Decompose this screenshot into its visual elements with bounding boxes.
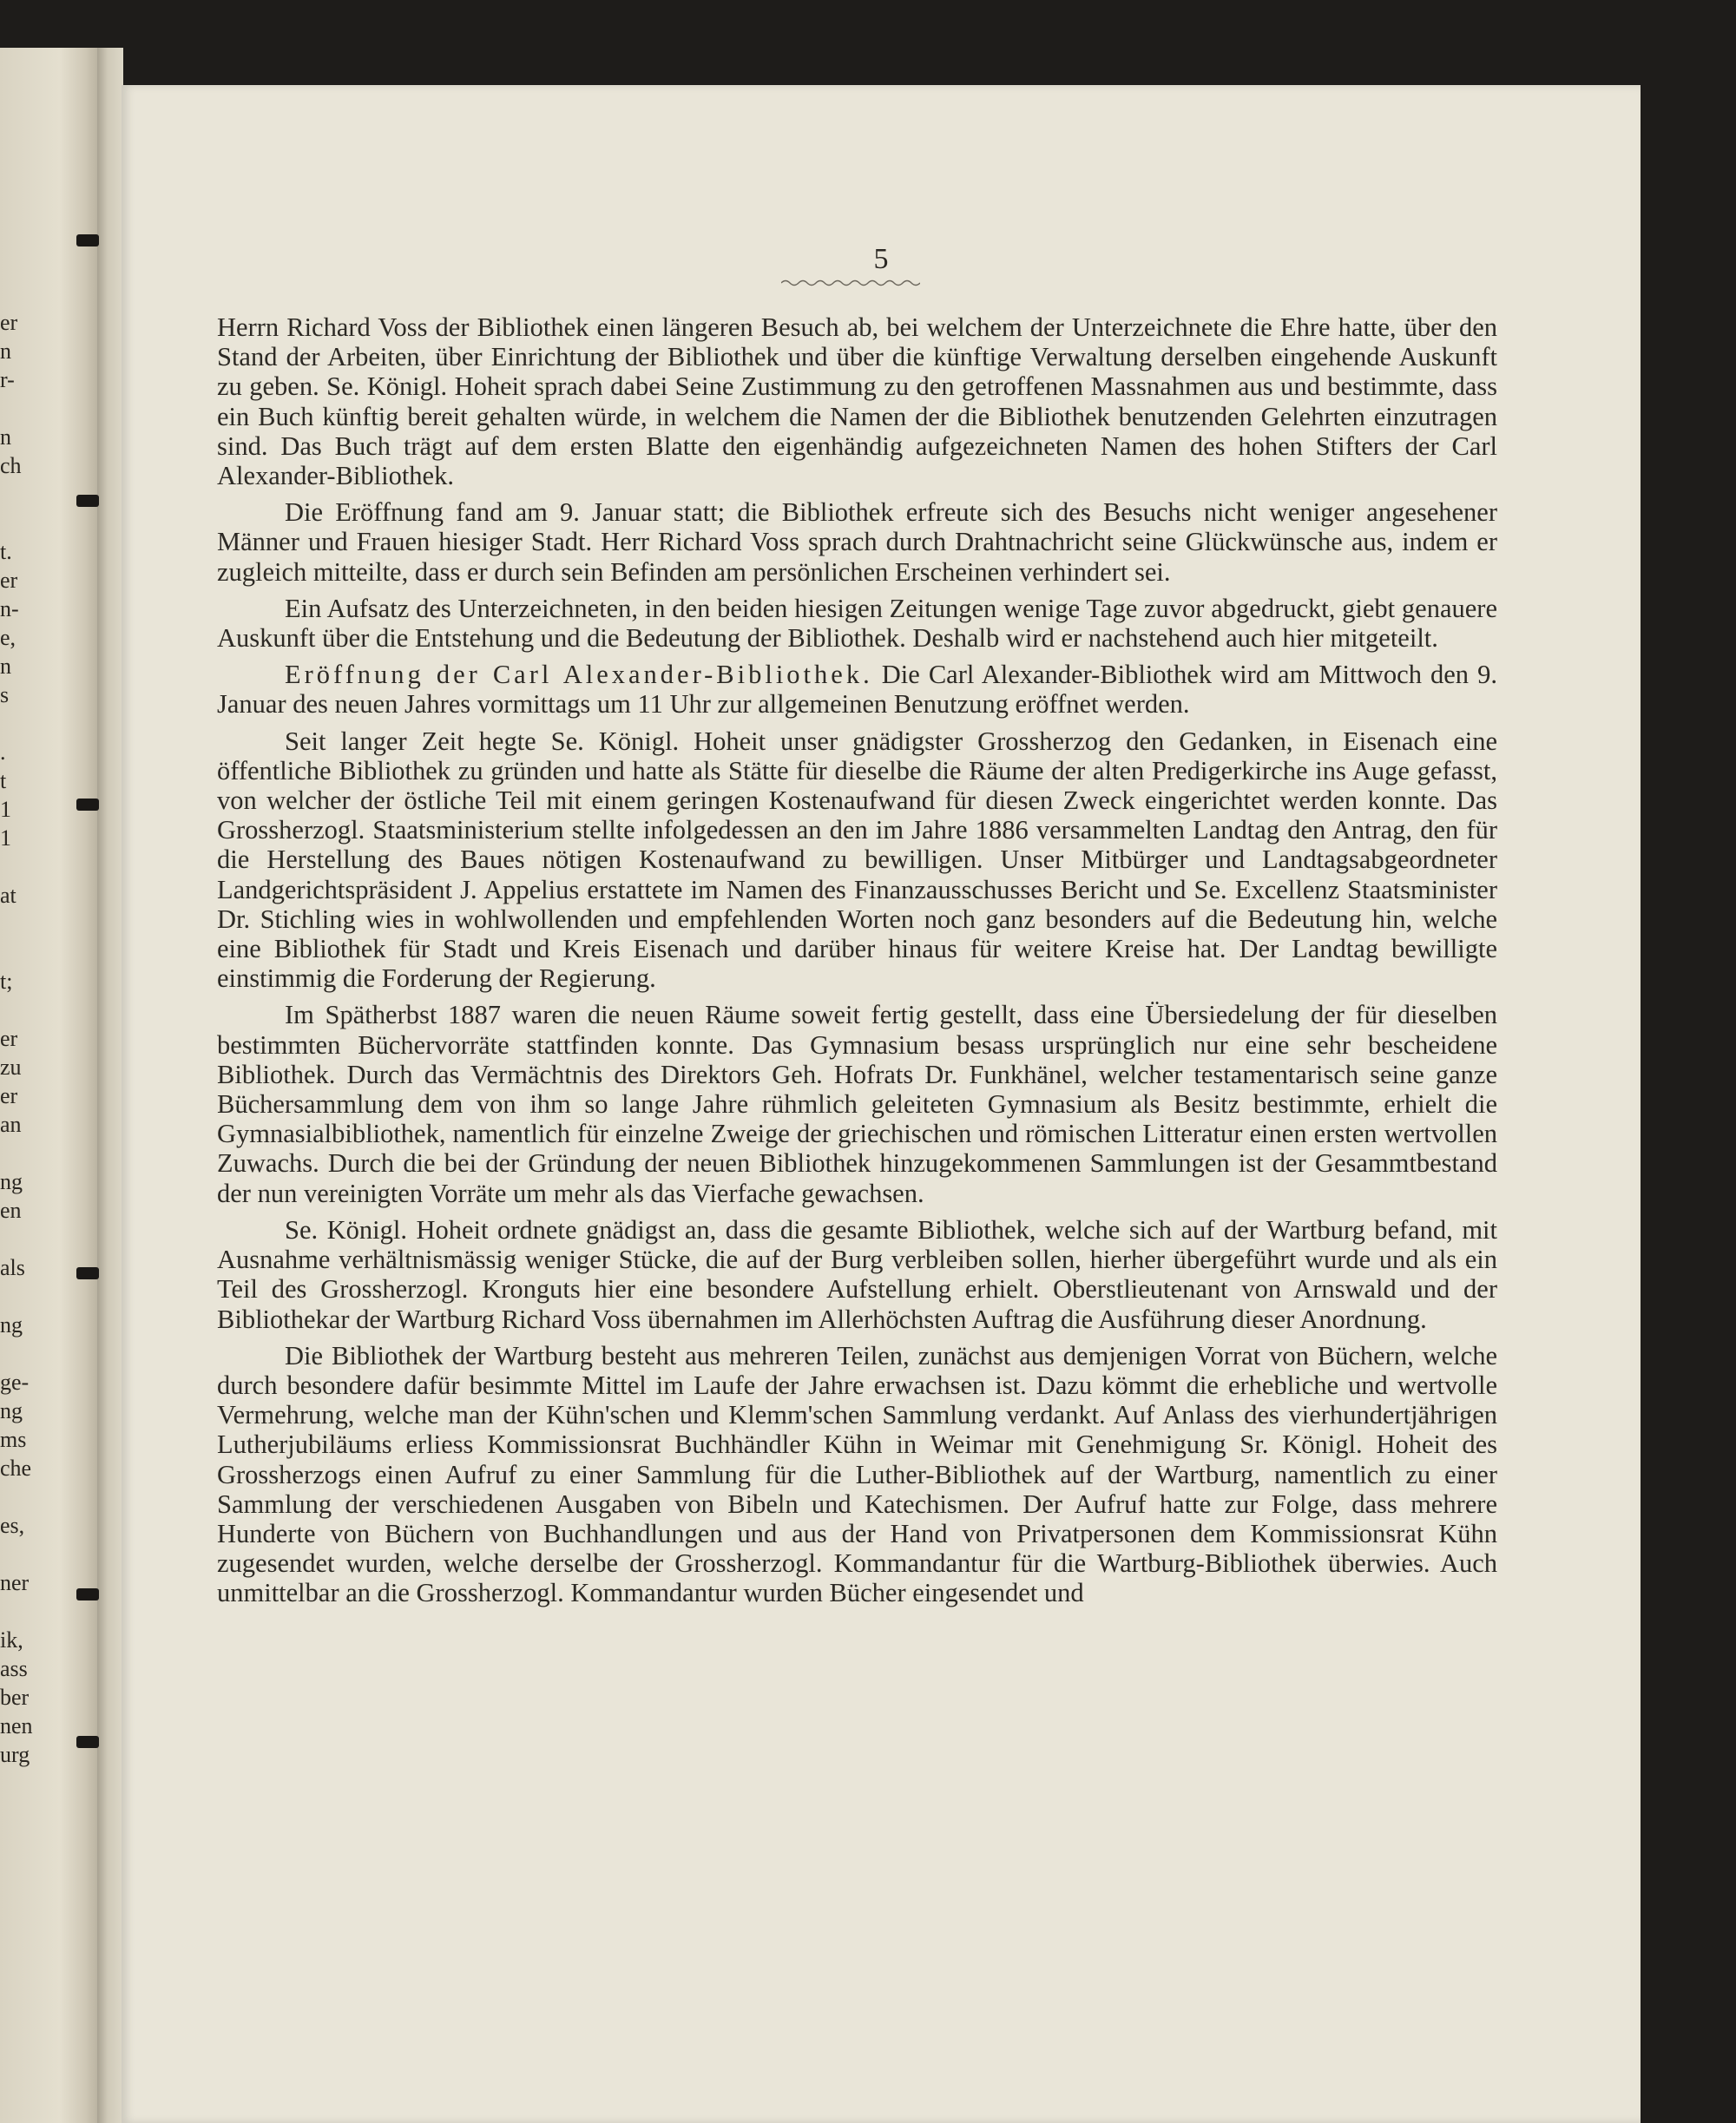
left-page-fragment [0, 1282, 26, 1311]
left-page-fragment: 1 [0, 825, 11, 851]
left-page-fragment: nen [0, 1713, 33, 1738]
left-page-fragment: t; [0, 969, 13, 994]
book-gutter [97, 48, 123, 2123]
paragraph-text: Herrn Richard Voss der Bibliothek einen längeren Besuch ab, bei welchem der Unterzeichnete die Ehre hatte, über den Stand der Arbeiten, über Einrichtung der Bibliothek und über die künftige Verwaltung derselben eingehende Auskunft zu geben. Se. Königl. Hoheit sprach dabei Seine Zustimmung zu den getroffenen Massnahmen aus und bestimmte, dass ein Buch künftig bereit gehalten würde, in welchem die Namen der die Bibliothek benutzenden Gelehrten einzutragen sind. Das Buch trägt auf dem ersten Blatte den eigenhändig aufgezeichneten Namen des hohen Stifters der Carl Alexander-Bibliothek. [217, 312, 1497, 491]
left-page-fragment: n [0, 338, 11, 364]
left-page-fragment: ber [0, 1685, 30, 1710]
left-page-fragment: zu [0, 1055, 22, 1080]
paragraph [217, 726, 1497, 994]
left-page-fragment: ms [0, 1427, 27, 1452]
left-page-fragment [0, 938, 26, 967]
wavy-ornament-icon [781, 278, 920, 288]
left-page-fragment: er [0, 310, 18, 335]
left-page-fragment: ge- [0, 1370, 30, 1395]
paragraph-text: Die Carl Alexander-Bibliothek wird am Mittwoch den 9. Januar des neuen Jahres vormittags um 11 Uhr zur allgemeinen Benutzung eröffnet werden. [217, 660, 1497, 720]
paragraph [217, 594, 1497, 653]
left-page-fragment: e, [0, 625, 16, 650]
left-page-fragment [0, 1139, 26, 1167]
left-page-fragment: er [0, 1083, 18, 1108]
paragraph-text: Im Spätherbst 1887 waren die neuen Räume soweit fertig gestellt, dass eine Übersiedelung der für dieselben bestimmten Büchervorräte stattfinden konnte. Das Gymnasium besass ursprünglich nur eine sehr bescheidene Bibliothek. Durch das Vermächtnis des Direktors Geh. Hofrats Dr. Funkhänel, welcher testamentarisch seine ganze Büchersammlung dem von ihm so lange Jahre rühmlich geleiteten Gymnasium als Besitz bestimmte, erhielt die Gymnasialbibliothek, namentlich für einzelne Zweige der griechischen und römischen Litteratur einen ersten wertvollen Zuwachs. Durch die bei der Gründung der neuen Bibliothek hinzugekommenen Sammlungen ist der Gesammtbestand der nun vereinigten Vorräte um mehr als das Vierfache gewachsen. [217, 1000, 1497, 1208]
left-page-fragment: ass [0, 1656, 28, 1681]
paragraph-text: Se. Königl. Hoheit ordnete gnädigst an, dass die gesamte Bibliothek, welche sich auf der Wartburg befand, mit Ausnahme verhältnismässig weniger Stücke, die auf der Burg verbleiben sollen, hierher übergeführt wurde und als ein Teil des Grossherzogl. Kronguts hier eine besondere Aufstellung erhielt. Oberstlieutenant von Arnswald und der Bibliothekar der Wartburg Richard Voss übernahmen im Allerhöchsten Auftrag die Ausführung dieser Anordnung. [217, 1214, 1497, 1334]
left-page-fragment [0, 996, 26, 1024]
left-page-fragment [0, 1597, 26, 1626]
left-page-fragment [0, 480, 26, 509]
section-heading: Eröffnung der Carl Alexander-Bibliothek. [285, 660, 873, 690]
left-page-fragment: t [0, 768, 7, 793]
left-page-fragment: en [0, 1198, 22, 1223]
left-page-fragment: ng [0, 1398, 23, 1423]
left-page-fragment [0, 1225, 26, 1253]
left-page-fragment: ng [0, 1169, 23, 1194]
left-page-fragment: er [0, 568, 18, 593]
left-page-fragment [0, 910, 26, 938]
left-page-fragment: ng [0, 1312, 23, 1338]
left-page-fragment [0, 1540, 26, 1568]
left-page-fragment: s [0, 682, 10, 707]
page-number: 5 [873, 243, 889, 275]
paragraph [217, 1215, 1497, 1334]
paragraph-text: Die Eröffnung fand am 9. Januar statt; die Bibliothek erfreute sich des Besuchs nicht weniger angesehener Männer und Frauen hiesiger Stadt. Herr Richard Voss sprach durch Drahtnachricht seine Glückwünsche aus, indem er zugleich mitteilte, dass er durch sein Befinden am persönlichen Erscheinen verhindert sei. [217, 497, 1497, 587]
paragraph-text: Seit langer Zeit hegte Se. Königl. Hoheit unser gnädigster Grossherzog den Gedanken, in Eisenach eine öffentliche Bibliothek zu gründen und hatte als Stätte für dieselbe die Räume der alten Predigerkirche ins Auge gefasst, von welcher der östliche Teil mit einem geringen Kostenaufwand für diesen Zweck eingerichtet werden konnte. Das Grossherzogl. Staatsministerium stellte infolgedessen an den im Jahre 1886 versammelten Landtag den Antrag, den für die Herstellung des Baues nötigen Kostenaufwand zu bewilligen. Unser Mitbürger und Landtagsabgeordneter Landgerichtspräsident J. Appelius erstattete im Namen des Finanzausschusses Bericht und Se. Excellenz Staatsminister Dr. Stichling wies in wohlwollenden und empfehlenden Worten noch ganz besonders auf die Bedeutung hin, welche eine Bibliothek für Stadt und Kreis Eisenach und darüber hinaus für weitere Kreise hat. Der Landtag bewilligte einstimmig die Forderung der Regierung. [217, 726, 1497, 994]
body-text [217, 312, 1497, 1615]
left-page-fragment: at [0, 883, 16, 908]
left-page-fragment: . [0, 739, 6, 765]
left-page-fragment: ner [0, 1570, 30, 1595]
left-page-fragment [0, 509, 26, 537]
paragraph [217, 497, 1497, 587]
left-page-fragment: t. [0, 539, 12, 564]
left-page-fragment: als [0, 1255, 25, 1280]
paragraph [217, 1000, 1497, 1207]
left-page-fragment: che [0, 1456, 32, 1481]
left-page-fragment: es, [0, 1513, 25, 1538]
left-page-fragment: n [0, 654, 11, 679]
paragraph [217, 660, 1497, 719]
left-page-text-fragments [0, 308, 33, 1769]
left-page-fragment [0, 1482, 26, 1511]
left-page-fragment [0, 709, 26, 738]
left-page-fragment [0, 852, 26, 881]
left-page-edge [0, 48, 100, 2123]
left-page-fragment: ik, [0, 1627, 23, 1653]
left-page-fragment: an [0, 1112, 22, 1137]
left-page-fragment [0, 1339, 26, 1368]
paragraph-text: Ein Aufsatz des Unterzeichneten, in den beiden hiesigen Zeitungen wenige Tage zuvor abgedruckt, giebt genauere Auskunft über die Entstehung und die Bedeutung der Bibliothek. Deshalb wird er nachstehend auch hier mitgeteilt. [217, 593, 1497, 654]
left-page-fragment: er [0, 1026, 18, 1051]
document-page [122, 85, 1641, 2123]
left-page-fragment [0, 394, 26, 423]
left-page-fragment: n [0, 424, 11, 450]
paragraph [217, 1341, 1497, 1608]
left-page-fragment: urg [0, 1742, 30, 1767]
paragraph-text: Die Bibliothek der Wartburg besteht aus mehreren Teilen, zunächst aus demjenigen Vorrat von Büchern, welche durch besondere dafür besimmte Mittel im Laufe der Jahre erwachsen ist. Dazu kömmt die erhebliche und wertvolle Vermehrung, welche man der Kühn'schen und Klemm'schen Sammlung verdankt. Auf Anlass des vierhundertjährigen Lutherjubiläums erliess Kommissionsrat Buchhändler Kühn in Weimar mit Genehmigung Sr. Königl. Hoheit des Grossherzogs einen Aufruf zu einer Sammlung für die Luther-Bibliothek auf der Wartburg, namentlich zu einer Sammlung der verschiedenen Ausgaben von Bibeln und Katechismen. Der Aufruf hatte zur Folge, dass mehrere Hunderte von Büchern von Buchhandlungen und aus der Hand von Privatpersonen dem Kommissionsrat Kühn zugesendet wurden, welche derselbe der Grossherzogl. Kommandantur für die Wartburg-Bibliothek überwies. Auch unmittelbar an die Grossherzogl. Kommandantur wurden Bücher eingesendet und [217, 1340, 1497, 1608]
left-page-fragment: ch [0, 453, 22, 478]
paragraph [217, 312, 1497, 490]
left-page-fragment: r- [0, 367, 15, 392]
left-page-fragment: n- [0, 596, 19, 621]
left-page-fragment: 1 [0, 797, 11, 822]
